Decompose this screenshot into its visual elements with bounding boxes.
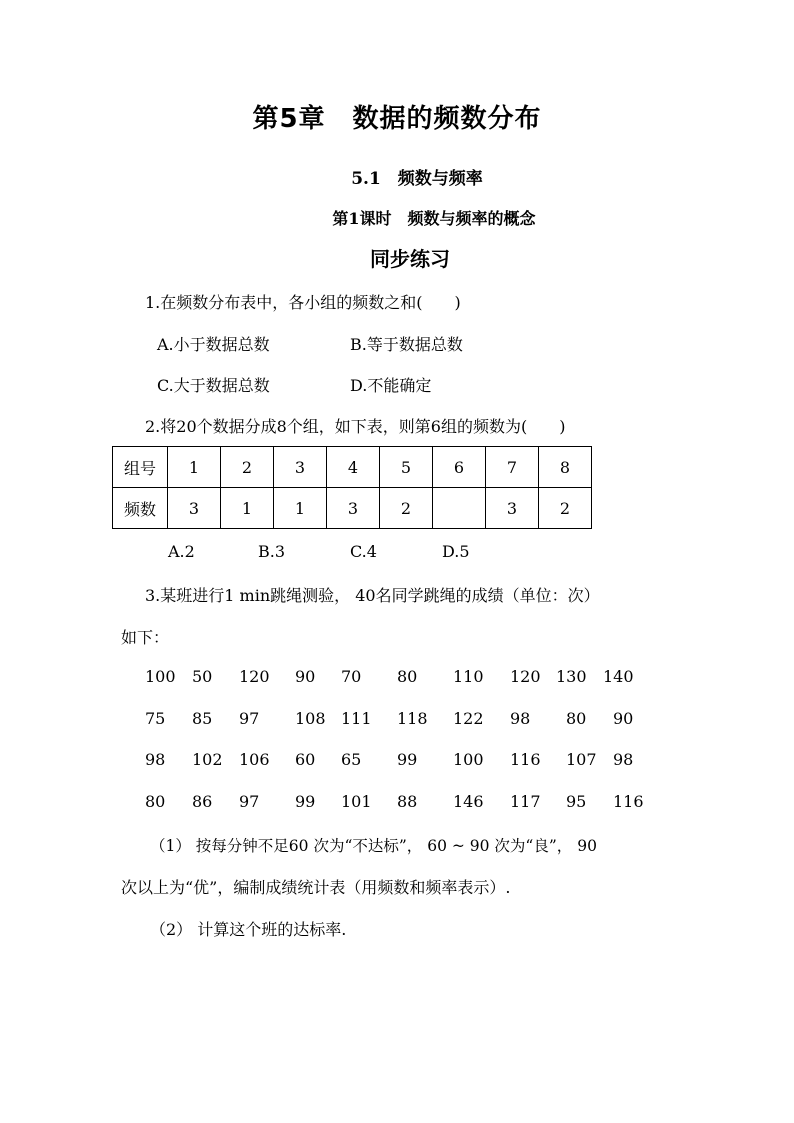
score-value: 97 [239, 792, 260, 811]
score-value: 97 [239, 709, 260, 728]
score-value: 100 [453, 750, 484, 769]
score-value: 65 [341, 750, 362, 769]
table-cell-group: 1 [168, 447, 221, 488]
table-header-frequency: 频数 [113, 488, 168, 529]
score-value: 80 [145, 792, 166, 811]
score-value: 117 [510, 792, 541, 811]
table-cell-frequency: 2 [539, 488, 592, 529]
question-2-option-c: C.4 [350, 542, 377, 561]
score-value: 120 [239, 667, 270, 686]
score-value: 108 [295, 709, 326, 728]
score-value: 107 [566, 750, 597, 769]
score-value: 98 [145, 750, 166, 769]
question-1-option-d: D.不能确定 [350, 376, 432, 395]
practice-title: 同步练习 [370, 247, 450, 271]
score-value: 95 [566, 792, 587, 811]
lesson-title: 第1课时 频数与频率的概念 [332, 209, 536, 228]
question-3-stem-line2: 如下： [121, 628, 170, 647]
score-value: 86 [192, 792, 213, 811]
table-cell-group: 7 [486, 447, 539, 488]
score-value: 146 [453, 792, 484, 811]
table-cell-frequency: 3 [486, 488, 539, 529]
score-value: 122 [453, 709, 484, 728]
question-2-option-d: D.5 [442, 542, 470, 561]
score-value: 85 [192, 709, 213, 728]
question-2-option-b: B.3 [258, 542, 286, 561]
table-cell-group: 6 [433, 447, 486, 488]
question-3-part-1-line1: （1） 按每分钟不足60 次为“不达标”， 60 ~ 90 次为“良”， 90 [150, 837, 597, 855]
question-3-stem-line1: 3.某班进行1 min跳绳测验， 40名同学跳绳的成绩（单位：次） [145, 586, 600, 605]
score-value: 106 [239, 750, 270, 769]
score-value: 80 [566, 709, 587, 728]
question-2-stem: 2.将20个数据分成8个组，如下表，则第6组的频数为( ) [145, 417, 566, 436]
table-cell-frequency: 2 [380, 488, 433, 529]
score-value: 75 [145, 709, 166, 728]
score-value: 130 [556, 667, 587, 686]
table-header-group: 组号 [113, 447, 168, 488]
score-value: 70 [341, 667, 362, 686]
score-value: 98 [613, 750, 634, 769]
frequency-table [112, 446, 592, 529]
table-cell-frequency: 3 [327, 488, 380, 529]
score-value: 99 [397, 750, 418, 769]
score-value: 88 [397, 792, 418, 811]
question-1-stem: 1.在频数分布表中，各小组的频数之和( ) [145, 293, 461, 312]
question-3-part-1-line2: 次以上为“优”，编制成绩统计表（用频数和频率表示）. [121, 878, 511, 897]
score-value: 90 [295, 667, 316, 686]
table-row-frequency [113, 488, 592, 529]
table-cell-group: 3 [274, 447, 327, 488]
score-value: 98 [510, 709, 531, 728]
score-value: 110 [453, 667, 484, 686]
score-value: 111 [341, 709, 372, 728]
chapter-title: 第5章 数据的频数分布 [252, 104, 542, 134]
score-value: 90 [613, 709, 634, 728]
score-value: 120 [510, 667, 541, 686]
score-value: 140 [603, 667, 634, 686]
table-cell-frequency: 1 [221, 488, 274, 529]
table-cell-frequency: 1 [274, 488, 327, 529]
table-cell-frequency-blank [433, 488, 486, 529]
score-value: 102 [192, 750, 223, 769]
score-value: 99 [295, 792, 316, 811]
question-2-option-a: A.2 [168, 542, 195, 561]
question-1-option-a: A.小于数据总数 [157, 335, 270, 354]
score-value: 50 [192, 667, 213, 686]
question-1-option-c: C.大于数据总数 [157, 376, 270, 395]
score-value: 101 [341, 792, 372, 811]
score-value: 80 [397, 667, 418, 686]
table-row-group [113, 447, 592, 488]
table-cell-group: 8 [539, 447, 592, 488]
score-value: 116 [510, 750, 541, 769]
score-value: 100 [145, 667, 176, 686]
table-cell-frequency: 3 [168, 488, 221, 529]
question-1-option-b: B.等于数据总数 [350, 335, 463, 354]
score-value: 116 [613, 792, 644, 811]
score-value: 60 [295, 750, 316, 769]
score-value: 118 [397, 709, 428, 728]
table-cell-group: 4 [327, 447, 380, 488]
table-cell-group: 5 [380, 447, 433, 488]
section-title: 5.1 频数与频率 [351, 169, 483, 189]
table-cell-group: 2 [221, 447, 274, 488]
question-3-part-2: （2） 计算这个班的达标率. [150, 920, 347, 939]
